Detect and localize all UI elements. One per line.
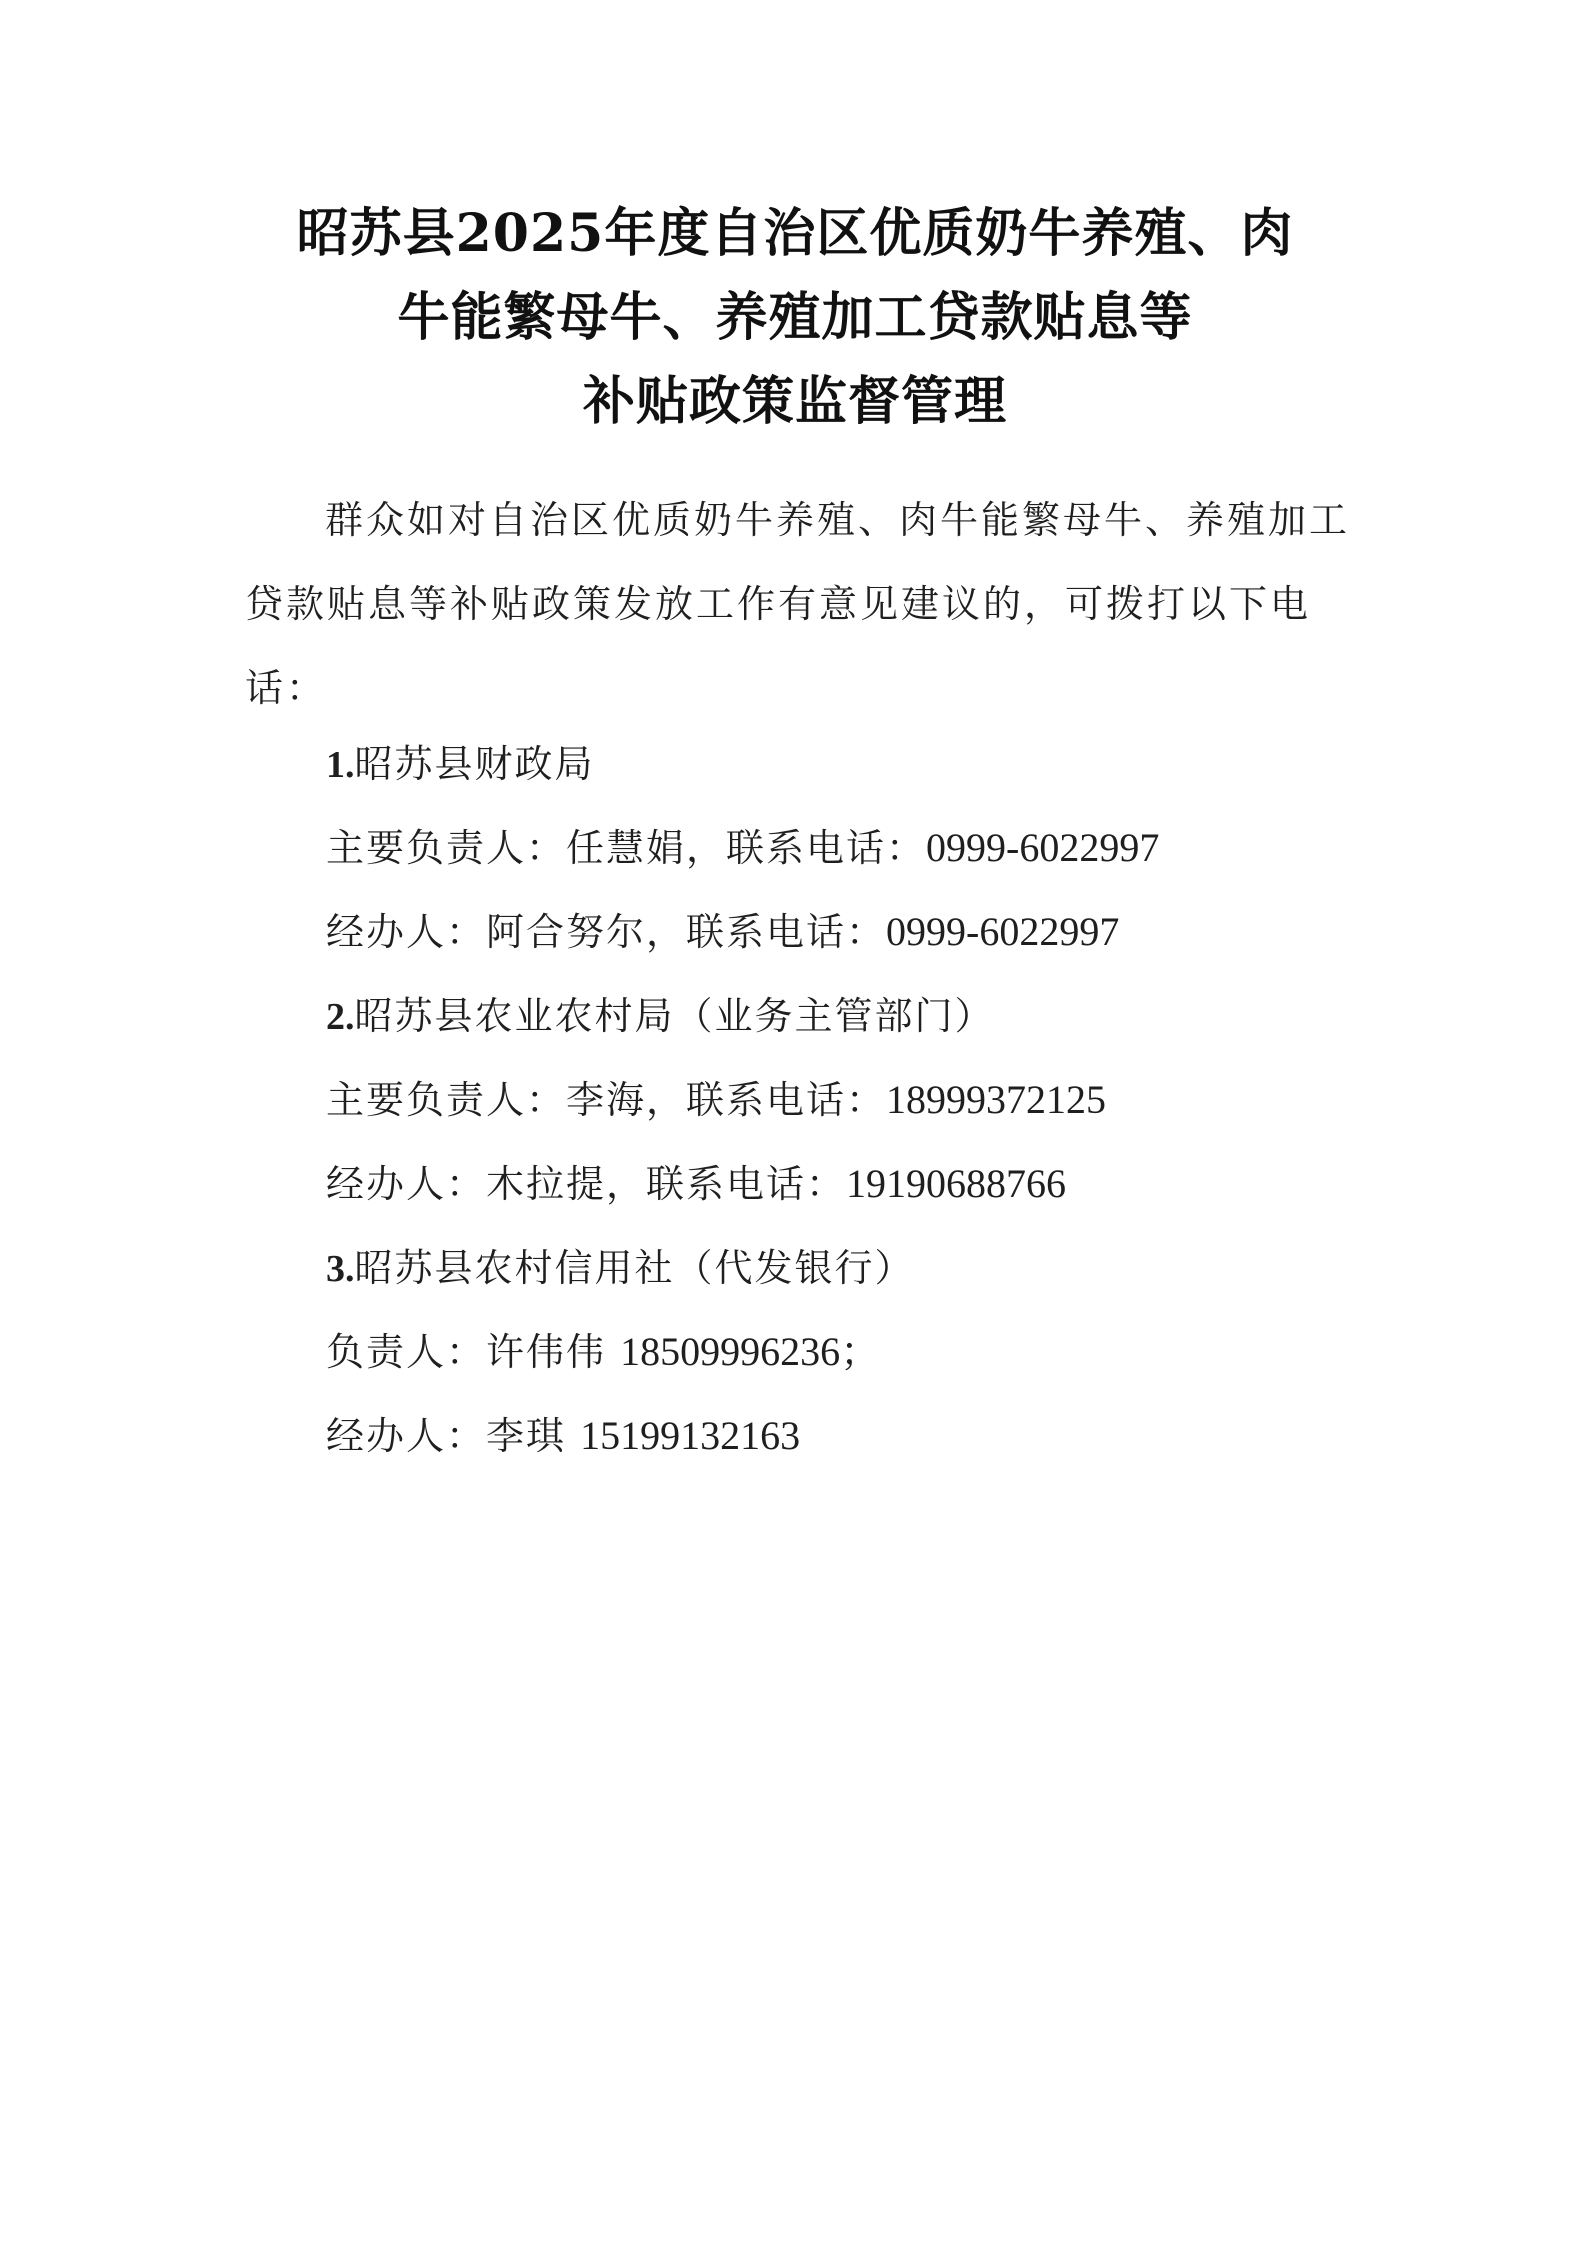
phone-number: 18509996236； — [620, 1329, 881, 1374]
title-line-2: 牛能繁母牛、养殖加工贷款贴息等 — [397, 287, 1193, 348]
phone-number: 18999372125 — [886, 1077, 1107, 1122]
phone-number: 19190688766 — [846, 1161, 1067, 1206]
phone-number: 0999-6022997 — [926, 825, 1160, 870]
title-line-3: 补贴政策监督管理 — [582, 371, 1007, 432]
section-number: 1. — [326, 744, 355, 786]
contact-line — [326, 1394, 1356, 1478]
contact-line — [326, 1058, 1356, 1142]
section-number: 2. — [326, 996, 355, 1038]
section-name: 昭苏县农村信用社（代发银行） — [354, 1246, 915, 1290]
document-title — [240, 192, 1350, 444]
contact-label: 主要负责人：任慧娟，联系电话： — [326, 826, 927, 870]
section-heading-rural-credit-union — [326, 1226, 1356, 1310]
intro-paragraph: 群众如对自治区优质奶牛养殖、肉牛能繁母牛、养殖加工贷款贴息等补贴政策发放工作有意见建议的，可拨打以下电话： — [245, 498, 1351, 710]
phone-number: 15199132163 — [580, 1413, 801, 1458]
contact-line — [326, 1142, 1356, 1226]
contact-list — [326, 722, 1356, 1478]
contact-line — [326, 1310, 1356, 1394]
section-number: 3. — [326, 1248, 355, 1290]
phone-number: 0999-6022997 — [886, 909, 1120, 954]
contact-label: 经办人：李琪 — [326, 1414, 581, 1458]
section-name: 昭苏县农业农村局（业务主管部门） — [354, 994, 995, 1038]
contact-label: 负责人：许伟伟 — [326, 1330, 621, 1374]
section-heading-agriculture-bureau — [326, 974, 1356, 1058]
contact-label: 经办人：木拉提，联系电话： — [326, 1162, 847, 1206]
contact-line — [326, 890, 1356, 974]
section-name: 昭苏县财政局 — [354, 742, 595, 786]
contact-label: 经办人：阿合努尔，联系电话： — [326, 910, 887, 954]
contact-label: 主要负责人：李海，联系电话： — [326, 1078, 887, 1122]
contact-line — [326, 806, 1356, 890]
title-line-1: 昭苏县2025年度自治区优质奶牛养殖、肉 — [296, 203, 1294, 264]
section-heading-finance-bureau — [326, 722, 1356, 806]
